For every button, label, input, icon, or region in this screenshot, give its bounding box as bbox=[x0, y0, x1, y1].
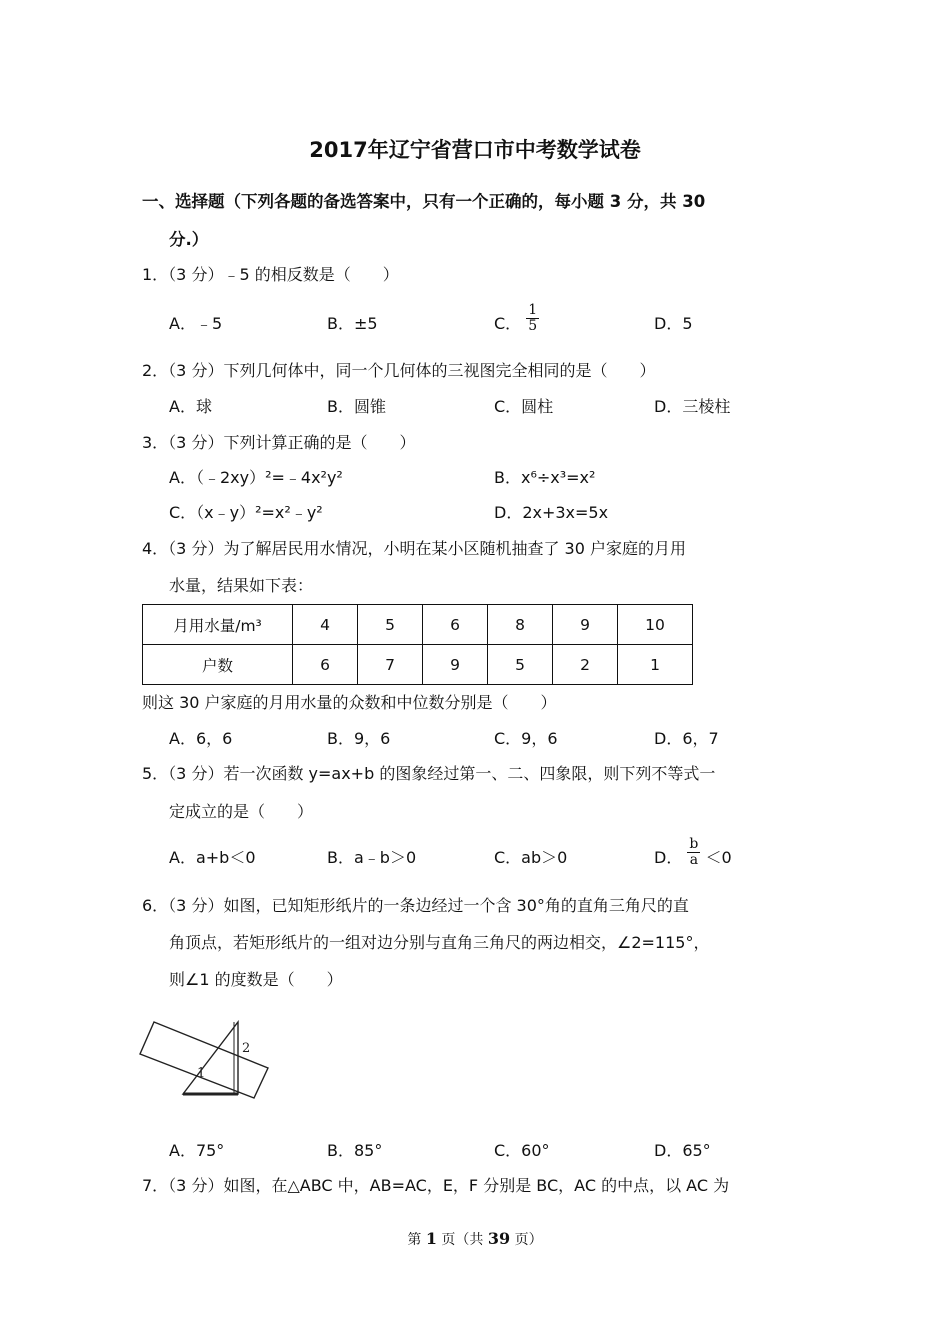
page-footer bbox=[0, 1229, 950, 1249]
q5-option-b: B．a﹣b＞0 bbox=[327, 848, 417, 867]
section-heading-cont: 分.） bbox=[169, 230, 209, 249]
angle-2-label: 2 bbox=[242, 1041, 251, 1056]
page-title: 2017年辽宁省营口市中考数学试卷 bbox=[309, 138, 641, 162]
set-square-triangle bbox=[183, 1022, 238, 1094]
table-cell: 9 bbox=[553, 605, 618, 645]
fraction-numerator: 1 bbox=[528, 302, 538, 318]
footer-text: 页（共 bbox=[436, 1232, 488, 1248]
question-1-stem: 1．（3 分）﹣5 的相反数是（ ） bbox=[142, 265, 399, 284]
q1-option-a: A．﹣5 bbox=[169, 314, 223, 333]
table-cell: 2 bbox=[553, 645, 618, 685]
table-cell: 6 bbox=[293, 645, 358, 685]
q4-option-b: B．9，6 bbox=[327, 729, 391, 748]
q4-option-a: A．6，6 bbox=[169, 729, 233, 748]
question-4-stem-cont: 水量，结果如下表： bbox=[169, 576, 314, 595]
question-5-stem-cont: 定成立的是（ ） bbox=[169, 802, 314, 821]
section-heading: 一、选择题（下列各题的备选答案中，只有一个正确的，每小题 3 分，共 30 bbox=[142, 192, 706, 211]
q6-option-c: C．60° bbox=[494, 1141, 550, 1160]
page-total: 39 bbox=[487, 1229, 511, 1248]
table-cell: 5 bbox=[358, 605, 423, 645]
q1-option-d: D．5 bbox=[654, 314, 693, 333]
q5-option-d bbox=[654, 836, 732, 868]
fraction-denominator: a bbox=[689, 852, 699, 868]
angle-1-label: 1 bbox=[197, 1066, 206, 1081]
q2-option-b: B．圆锥 bbox=[327, 397, 386, 416]
q6-option-b: B．85° bbox=[327, 1141, 383, 1160]
q2-option-a: A．球 bbox=[169, 397, 212, 416]
table-row bbox=[143, 605, 693, 645]
footer-text: 第 bbox=[407, 1232, 426, 1248]
footer-text: 页） bbox=[510, 1232, 543, 1248]
question-4-stem: 4．（3 分）为了解居民用水情况，小明在某小区随机抽查了 30 户家庭的月用 bbox=[142, 539, 686, 558]
question-3-stem: 3．（3 分）下列计算正确的是（ ） bbox=[142, 433, 416, 452]
table-cell: 10 bbox=[618, 605, 693, 645]
q1-option-b: B．±5 bbox=[327, 314, 378, 333]
q2-option-c: C．圆柱 bbox=[494, 397, 554, 416]
q4-option-c: C．9，6 bbox=[494, 729, 558, 748]
page-number: 1 bbox=[425, 1229, 437, 1248]
rectangle-paper bbox=[140, 1022, 268, 1098]
question-4-prompt: 则这 30 户家庭的月用水量的众数和中位数分别是（ ） bbox=[142, 693, 557, 712]
fraction bbox=[687, 837, 700, 868]
table-cell: 9 bbox=[423, 645, 488, 685]
table-cell: 7 bbox=[358, 645, 423, 685]
water-usage-table bbox=[142, 604, 693, 685]
q5-option-c: C．ab＞0 bbox=[494, 848, 568, 867]
q1-option-c bbox=[494, 302, 539, 334]
table-cell: 8 bbox=[488, 605, 553, 645]
q2-option-d: D．三棱柱 bbox=[654, 397, 731, 416]
q3-option-c: C．（x﹣y）²=x²﹣y² bbox=[169, 503, 323, 522]
q6-option-d: D．65° bbox=[654, 1141, 711, 1160]
q3-option-d: D．2x+3x=5x bbox=[494, 503, 609, 522]
q1-option-c-label: C． bbox=[494, 314, 522, 333]
table-cell: 5 bbox=[488, 645, 553, 685]
fraction-numerator: b bbox=[689, 836, 699, 852]
table-cell: 6 bbox=[423, 605, 488, 645]
question-2-stem: 2．（3 分）下列几何体中，同一个几何体的三视图完全相同的是（ ） bbox=[142, 361, 656, 380]
question-6-stem-cont: 角顶点，若矩形纸片的一组对边分别与直角三角尺的两边相交，∠2=115°， bbox=[169, 933, 710, 952]
question-7-stem: 7．（3 分）如图，在△ABC 中，AB=AC，E，F 分别是 BC，AC 的中点，以 AC 为 bbox=[142, 1176, 730, 1195]
fraction-denominator: 5 bbox=[528, 318, 538, 334]
q3-option-a: A．（﹣2xy）²=﹣4x²y² bbox=[169, 468, 343, 487]
table-cell: 1 bbox=[618, 645, 693, 685]
question-5-stem: 5．（3 分）若一次函数 y=ax+b 的图象经过第一、二、四象限，则下列不等式一 bbox=[142, 764, 716, 783]
table-cell: 4 bbox=[293, 605, 358, 645]
table-row bbox=[143, 645, 693, 685]
q6-option-a: A．75° bbox=[169, 1141, 225, 1160]
q5-option-a: A．a+b＜0 bbox=[169, 848, 256, 867]
question-6-stem-cont2: 则∠1 的度数是（ ） bbox=[169, 970, 343, 989]
table-header-cell: 月用水量/m³ bbox=[143, 605, 293, 645]
q5-option-d-tail: ＜0 bbox=[705, 848, 732, 867]
question-6-stem: 6．（3 分）如图，已知矩形纸片的一条边经过一个含 30°角的直角三角尺的直 bbox=[142, 896, 689, 915]
q4-option-d: D．6，7 bbox=[654, 729, 719, 748]
q5-option-d-label: D． bbox=[654, 848, 683, 867]
q3-option-b: B．x⁶÷x³=x² bbox=[494, 468, 596, 487]
fraction bbox=[526, 303, 539, 334]
table-header-cell: 户数 bbox=[143, 645, 293, 685]
q6-figure bbox=[136, 1020, 276, 1100]
